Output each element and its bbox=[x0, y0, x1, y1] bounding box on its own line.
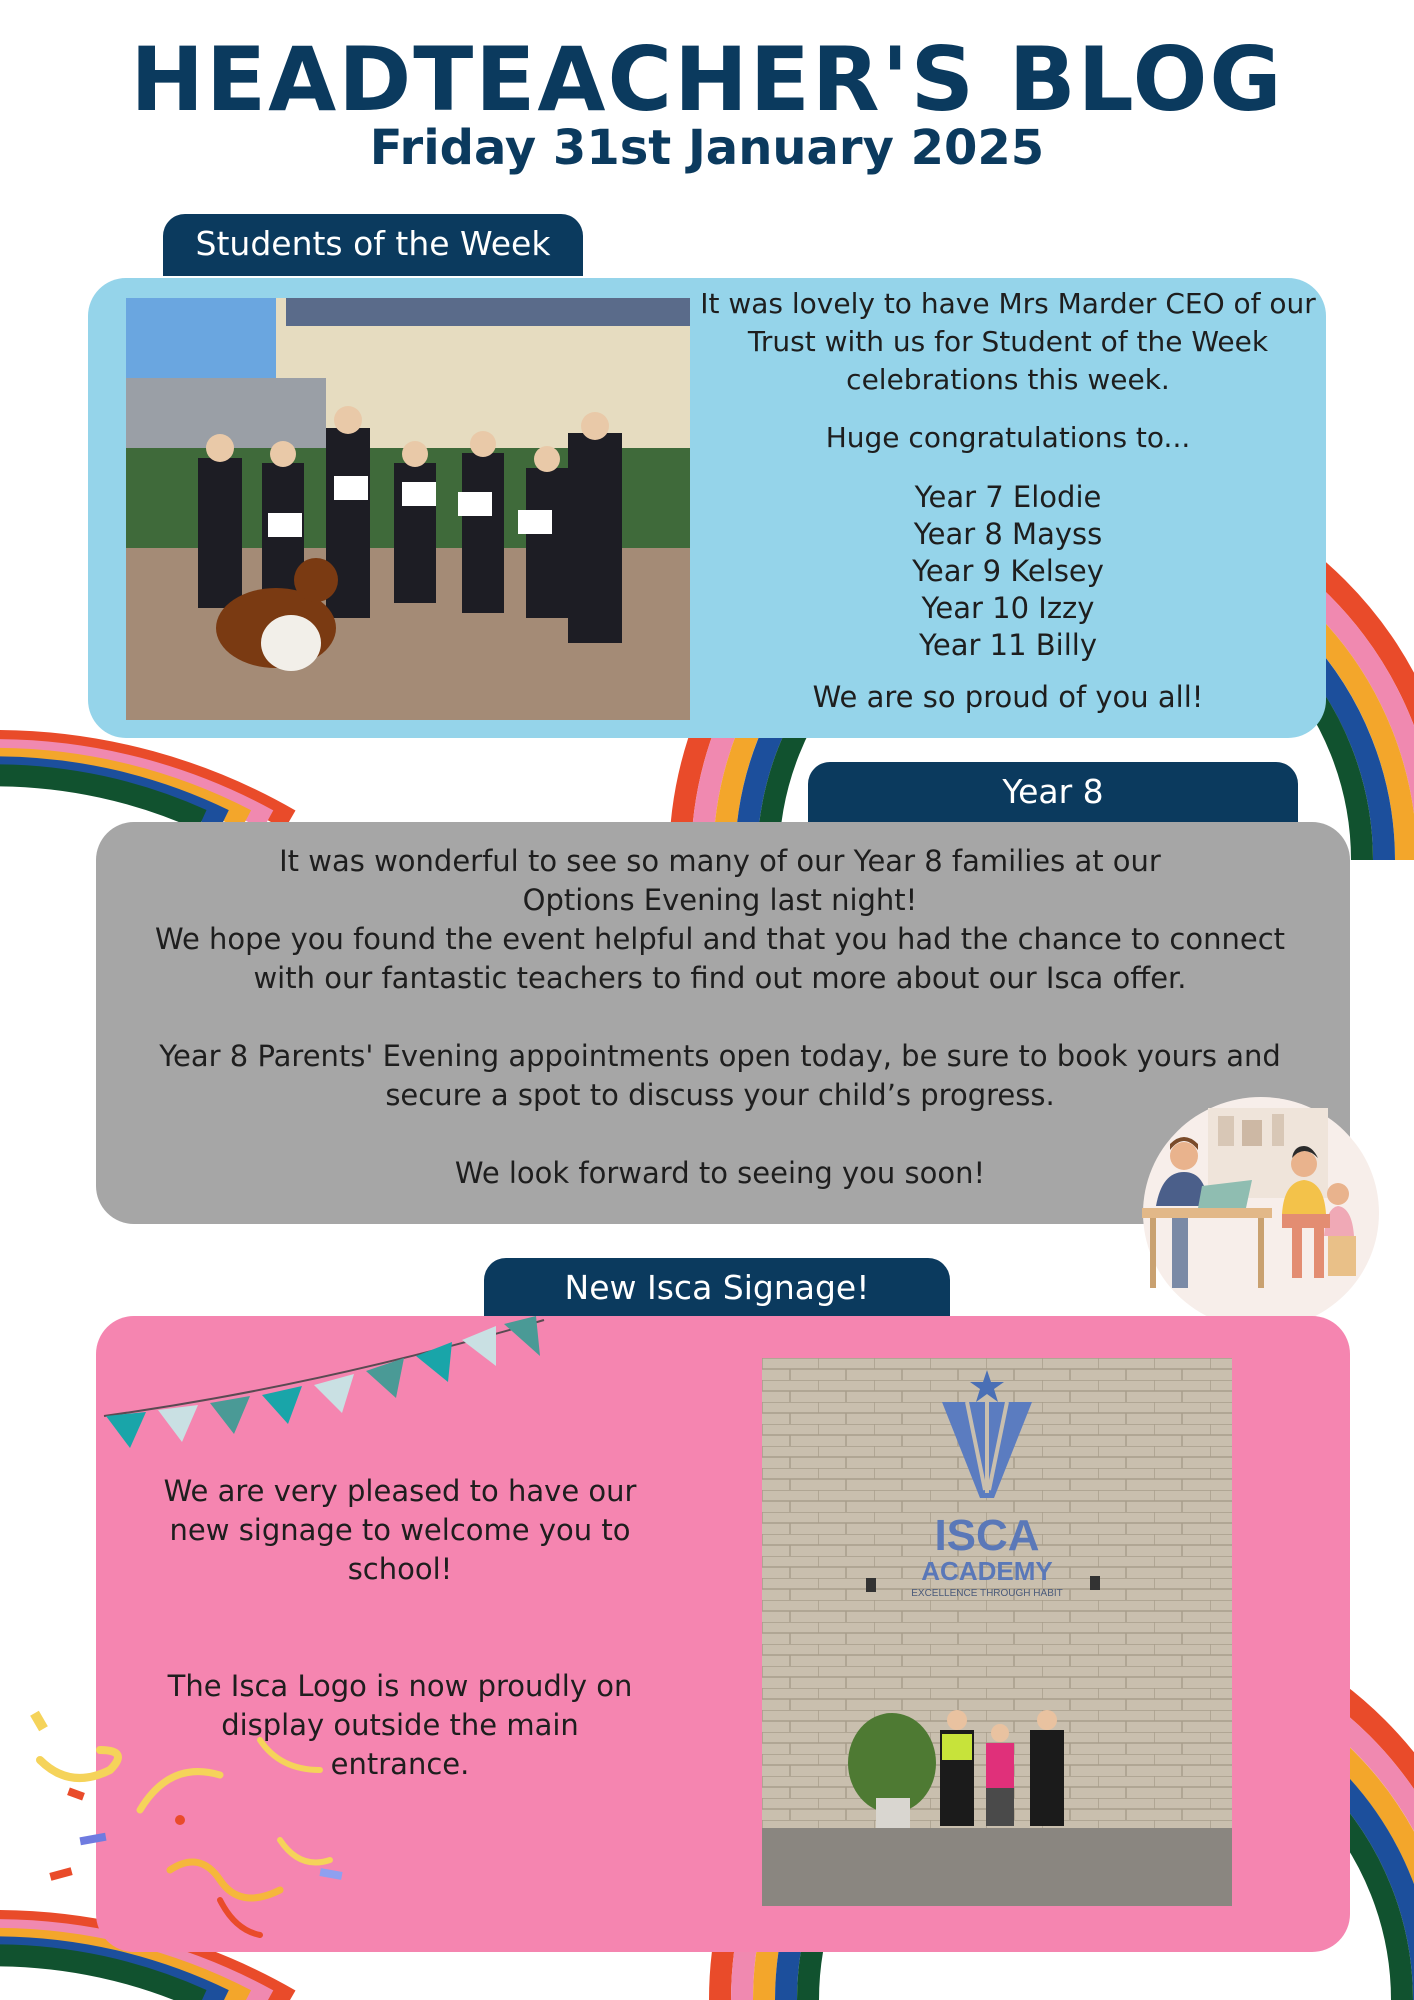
students-text bbox=[698, 285, 1318, 716]
year8-line6: secure a spot to discuss your child’s progress. bbox=[385, 1078, 1055, 1112]
year8-line2: Options Evening last night! bbox=[522, 883, 918, 917]
year8-line1: It was wonderful to see so many of our Year 8 families at our bbox=[279, 844, 1161, 878]
tab-signage: New Isca Signage! bbox=[484, 1258, 950, 1318]
year8-line4: with our fantastic teachers to find out more about our Isca offer. bbox=[253, 961, 1187, 995]
year8-line5: Year 8 Parents' Evening appointments open today, be sure to book yours and bbox=[159, 1039, 1281, 1073]
students-intro: It was lovely to have Mrs Marder CEO of our Trust with us for Student of the Week celebrations this week. bbox=[700, 287, 1316, 396]
sign-name: ISCA bbox=[934, 1511, 1040, 1560]
tab-year8: Year 8 bbox=[808, 762, 1298, 824]
blog-date: Friday 31st January 2025 bbox=[369, 120, 1045, 176]
bunting-decoration-icon bbox=[100, 1316, 550, 1466]
tab-students-of-week: Students of the Week bbox=[163, 214, 583, 276]
meeting-illustration-icon bbox=[1142, 1096, 1380, 1330]
sign-motto: EXCELLENCE THROUGH HABIT bbox=[911, 1588, 1063, 1599]
year8-line3: We hope you found the event helpful and that you had the chance to connect bbox=[154, 922, 1286, 956]
winner-year8: Year 8 Mayss bbox=[913, 517, 1103, 551]
signage-para2: The Isca Logo is now proudly on display outside the main entrance. bbox=[167, 1669, 633, 1781]
sign-sub: ACADEMY bbox=[921, 1556, 1053, 1586]
winner-year11: Year 11 Billy bbox=[919, 628, 1097, 662]
blog-title: HEADTEACHER'S BLOG bbox=[130, 28, 1284, 131]
signage-text bbox=[160, 1472, 640, 1784]
year8-line7: We look forward to seeing you soon! bbox=[454, 1156, 986, 1190]
winner-year7: Year 7 Elodie bbox=[914, 480, 1102, 514]
rainbow-top-left bbox=[0, 741, 290, 820]
students-congrats: Huge congratulations to... bbox=[825, 421, 1191, 454]
winner-year10: Year 10 Izzy bbox=[921, 591, 1095, 625]
students-photo bbox=[126, 298, 690, 720]
winner-year9: Year 9 Kelsey bbox=[912, 554, 1104, 588]
signage-photo bbox=[762, 1358, 1232, 1906]
students-closing: We are so proud of you all! bbox=[812, 680, 1204, 714]
signage-para1: We are very pleased to have our new signage to welcome you to school! bbox=[163, 1474, 637, 1586]
